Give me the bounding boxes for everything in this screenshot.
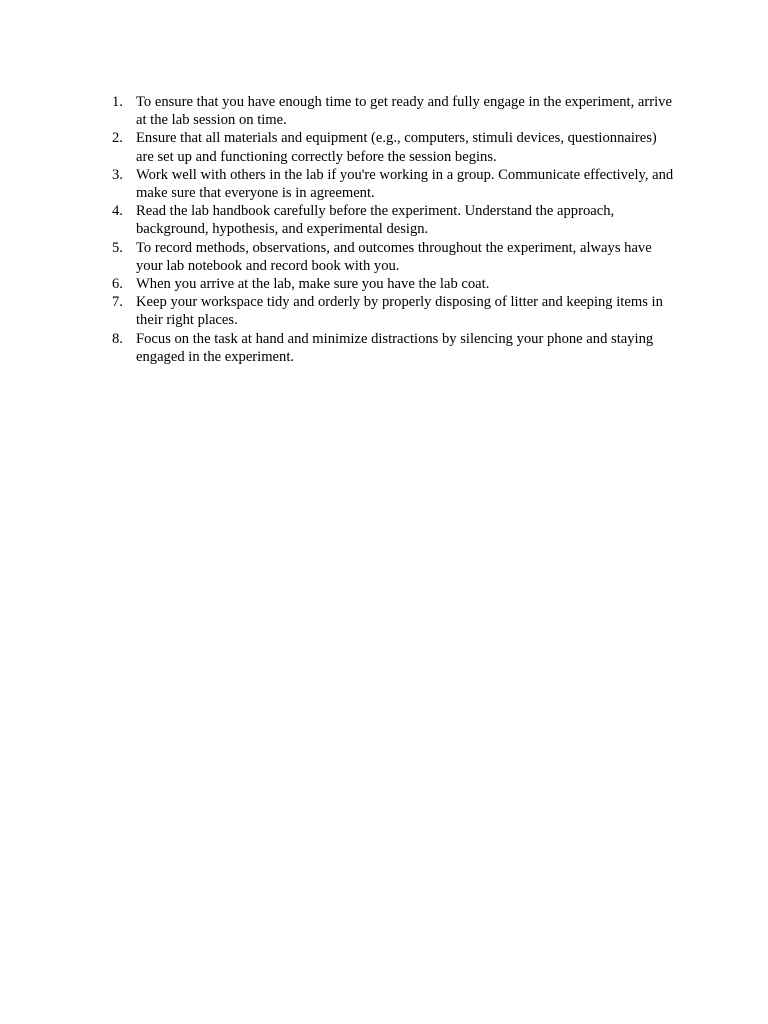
- lab-rules-list: [106, 93, 678, 366]
- list-item-text: Read the lab handbook carefully before the experiment. Understand the approach, background, hypothesis, and experimental design.: [136, 203, 615, 238]
- list-item-text: When you arrive at the lab, make sure you have the lab coat.: [136, 276, 490, 293]
- list-item: [106, 129, 678, 165]
- list-item-text: Ensure that all materials and equipment (e.g., computers, stimuli devices, questionnaires) are set up and functioning correctly before the session begins.: [136, 130, 657, 165]
- list-item-text: Focus on the task at hand and minimize distractions by silencing your phone and staying engaged in the experiment.: [136, 330, 654, 365]
- list-item-number: 7.: [112, 294, 123, 311]
- list-item: [106, 239, 678, 275]
- list-item-number: 5.: [112, 239, 123, 256]
- list-item-text: To ensure that you have enough time to get ready and fully engage in the experiment, arrive at the lab session on time.: [136, 94, 672, 129]
- list-item: [106, 330, 678, 366]
- list-item: [106, 275, 678, 293]
- list-item-number: 3.: [112, 166, 123, 183]
- list-item-number: 8.: [112, 330, 123, 347]
- list-item-text: To record methods, observations, and outcomes throughout the experiment, always have your lab notebook and record book with you.: [136, 239, 652, 274]
- list-item: [106, 293, 678, 329]
- list-item-number: 4.: [112, 203, 123, 220]
- list-item-text: Keep your workspace tidy and orderly by properly disposing of litter and keeping items in their right places.: [136, 294, 663, 329]
- list-item-number: 6.: [112, 276, 123, 293]
- list-item: [106, 202, 678, 238]
- list-item-number: 1.: [112, 94, 123, 110]
- list-item-text: Work well with others in the lab if you're working in a group. Communicate effectively, and make sure that everyone is in agreement.: [136, 166, 674, 202]
- list-item: [106, 93, 678, 129]
- list-item-number: 2.: [112, 130, 123, 147]
- list-item: [106, 166, 678, 202]
